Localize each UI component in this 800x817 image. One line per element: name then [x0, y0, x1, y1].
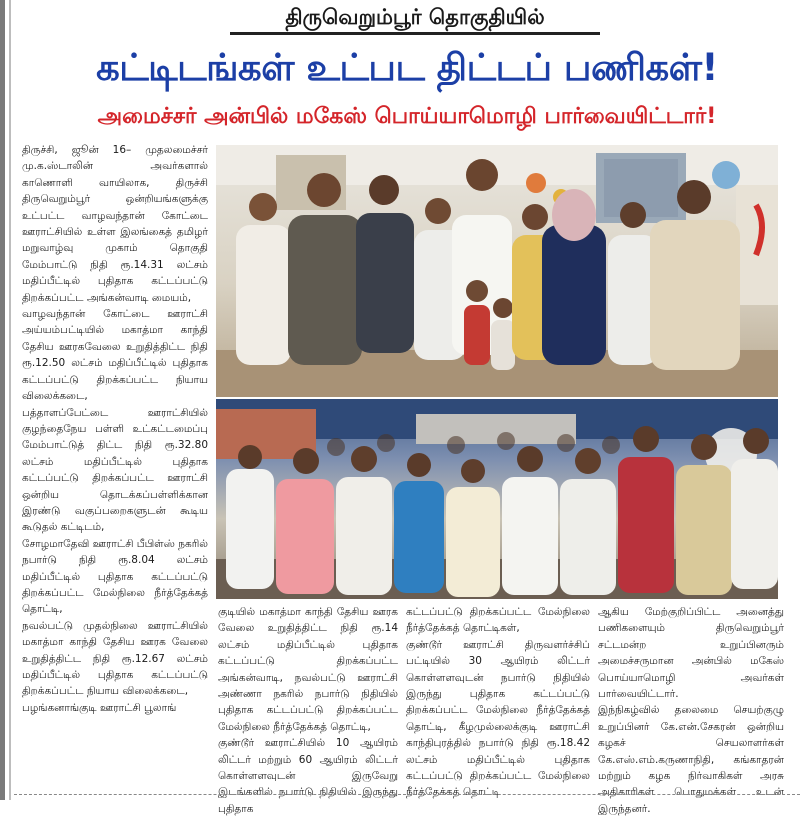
article-column-1 [22, 142, 208, 792]
article-column-3 [406, 604, 590, 799]
event-photo-crowd [216, 399, 778, 599]
page-edge-rule [0, 0, 5, 800]
paragraph: இந்நிகழ்வில் தலைமை செயற்குழு உறுப்பினர் கே.என்.சேகரன் ஒன்றிய கழகச் செயலாளர்கள் கே.எஸ்.எம்.கருணாநிதி, கங்காதரன் மற்றும் கழக நிர்வாகிகள் அரசு அதிகாரிகள் பொதுமக்கள் உடன் இருந்தனர். [598, 704, 784, 815]
photo-illustration [216, 145, 778, 397]
paragraph: குடியில் மகாத்மா காந்தி தேசிய ஊரக வேலை உறுதித்திட்ட நிதி ரூ.14 லட்சம் மதிப்பீட்டில் புதிதாக கட்டப்பட்டு திறக்கப்பட்ட அங்கன்வாடி, நவல்பட்டு ஊராட்சி அண்ணா நகரில் நபார்டு நிதியில் புதிதாக கட்டப்பட்டு திறக்கப்பட்ட மேல்நிலை நீர்த்தேக்கத் தொட்டி, [218, 606, 398, 733]
paragraph: கட்டப்பட்டு திறக்கப்பட்ட மேல்நிலை நீர்த்தேக்கத் தொட்டிகள், [406, 606, 590, 635]
article-kicker: திருவெறும்பூர் தொகுதியில் [230, 2, 600, 35]
article-subheadline: அமைச்சர் அன்பில் மகேஸ் பொய்யாமொழி பார்வையிட்டார்! [97, 104, 717, 129]
article-column-2 [218, 604, 398, 815]
paragraph: குண்டூர் ஊராட்சியில் 10 ஆயிரம் லிட்டர் மற்றும் 60 ஆயிரம் லிட்டர் கொள்ளளவுடன் இருவேறு இடங்களில் நபார்டு நிதியில் இருந்து புதிதாக [218, 737, 398, 815]
paragraph: திருச்சி, ஜூன் 16– முதலமைச்சர் மு.க.ஸ்டாலின் அவர்களால் காணொளி வாயிலாக, திருச்சி திருவெறும்பூர் ஒன்றியங்களுக்கு உட்பட்ட வாழவந்தான் கோட்டை ஊராட்சியில் உள்ள இலங்கைத் தமிழர் மறுவாழ்வு முகாம் தொகுதி மேம்பாட்டு நிதி ரூ.14.31 லட்சம் மதிப்பீட்டில் புதிதாக கட்டப்பட்டு திறக்கப்பட்ட அங்கன்வாடி மையம், [22, 144, 208, 304]
event-photo-anganwadi [216, 145, 778, 397]
paragraph: பழங்கனாங்குடி ஊராட்சி பூலாங் [22, 701, 177, 714]
paragraph: பத்தாளப்பேட்டை ஊராட்சியில் குழந்தைநேய பள்ளி உட்கட்டமைப்பு மேம்பாட்டுத் திட்ட நிதி ரூ.32.80 லட்சம் மதிப்பீட்டில் புதிதாக கட்டப்பட்டு திறக்கப்பட்ட ஊராட்சி ஒன்றிய தொடக்கப்பள்ளிக்கான இரண்டு வகுப்பறைகளுடன் கூடிய கூடுதல் கட்டிடம், [22, 406, 208, 534]
bottom-divider [14, 794, 800, 796]
article-column-4 [598, 604, 784, 815]
paragraph: ஆகிய மேற்குறிப்பிட்ட அனைத்து பணிகளையும் திருவெறும்பூர் சட்டமன்ற உறுப்பினரும் அமைச்சருமான அன்பில் மகேஸ் பொய்யாமொழி அவர்கள் பார்வையிட்டார். [598, 606, 784, 701]
paragraph: நவல்பட்டு முதல்நிலை ஊராட்சியில் மகாத்மா காந்தி தேசிய ஊரக வேலை உறுதித்திட்ட நிதி ரூ.12.67 லட்சம் மதிப்பீட்டில் புதிதாக கட்டப்பட்டு திறக்கப்பட்ட நியாய விலைக்கடை, [22, 619, 208, 698]
photo-illustration [216, 399, 778, 599]
article-headline: கட்டிடங்கள் உட்பட திட்டப் பணிகள்! [96, 46, 718, 89]
page-edge-rule-inner [9, 0, 11, 800]
paragraph: வாழவந்தான் கோட்டை ஊராட்சி அய்யம்பட்டியில் மகாத்மா காந்தி தேசிய ஊரகவேலை உறுதித்திட்ட நிதி ரூ.12.50 லட்சம் மதிப்பீட்டில் புதிதாக கட்டப்பட்டு திறக்கப்பட்ட நியாய விலைக்கடை, [22, 308, 208, 403]
paragraph: சோழமாதேவி ஊராட்சி பீபிள்ஸ் நகரில் நபார்டு நிதி ரூ.8.04 லட்சம் மதிப்பீட்டில் புதிதாக கட்டப்பட்டு திறக்கப்பட்ட மேல்நிலை நீர்த்தேக்கத் தொட்டி, [22, 537, 208, 616]
paragraph: குண்டூர் ஊராட்சி திருவளர்ச்சிப் பட்டியில் 30 ஆயிரம் லிட்டர் கொள்ளளவுடன் நபார்டு நிதியில் இருந்து புதிதாக கட்டப்பட்டு திறக்கப்பட்ட மேல்நிலை நீர்த்தேக்கத் தொட்டி, கீழமுல்லைக்குடி ஊராட்சி காந்திபுரத்தில் நபார்டு நிதி ரூ.18.42 லட்சம் மதிப்பீட்டில் புதிதாக கட்டப்பட்டு திறக்கப்பட்ட மேல்நிலை நீர்த்தேக்கத் தொட்டி [406, 638, 590, 799]
